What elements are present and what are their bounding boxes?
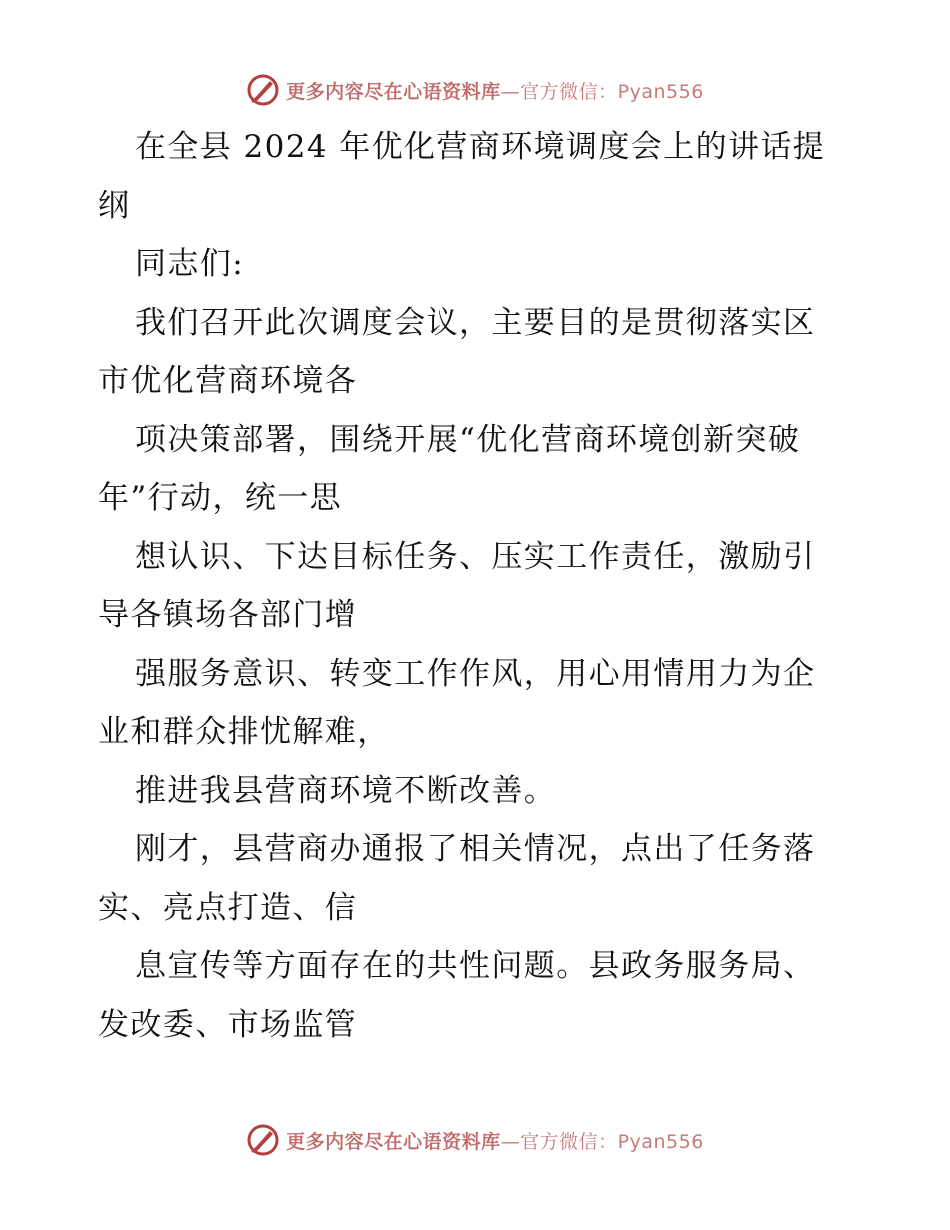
footer-wechat-text: 官方微信：Pyan556 [520,1130,704,1153]
header-brand-text: 更多内容尽在心语资料库 [286,80,501,103]
paragraph-line: 年”行动，统一思 [98,480,343,516]
title-line-2: 纲 [98,187,131,224]
paragraph-line: 项决策部署，围绕开展“优化营商环境创新突破 [135,421,801,458]
paragraph-line: 刚才，县营商办通报了相关情况，点出了任务落 [135,831,816,867]
document-body [98,118,858,1054]
paragraph-line: 强服务意识、转变工作作风，用心用情用力为企 [135,655,816,692]
paragraph-line: 业和群众排忧解难， [98,714,390,750]
quill-pen-logo-icon [246,1123,280,1157]
paragraph-line: 实、亮点打造、信 [98,889,358,926]
paragraph-line: 发改委、市场监管 [98,1006,358,1043]
header-banner [0,70,950,110]
quill-pen-logo-icon [246,73,280,107]
footer-banner [0,1120,950,1160]
paragraph-line: 想认识、下达目标任务、压实工作责任，激励引 [135,538,816,575]
footer-banner-text [286,1127,704,1154]
header-wechat-text: 官方微信：Pyan556 [520,80,704,103]
header-banner-text [286,77,704,104]
paragraph-line: 我们召开此次调度会议，主要目的是贯彻落实区 [135,304,816,341]
footer-brand-text: 更多内容尽在心语资料库 [286,1130,501,1153]
paragraph-line: 导各镇场各部门增 [98,597,358,633]
paragraph-line: 息宣传等方面存在的共性问题。县政务服务局、 [135,948,816,984]
paragraph-line: 市优化营商环境各 [98,363,358,399]
salutation: 同志们: [135,246,245,282]
paragraph-line: 推进我县营商环境不断改善。 [135,772,557,809]
title-line-1: 在全县 2024 年优化营商环境调度会上的讲话提 [135,129,826,165]
header-dash: — [500,80,521,103]
footer-dash: — [500,1130,521,1153]
